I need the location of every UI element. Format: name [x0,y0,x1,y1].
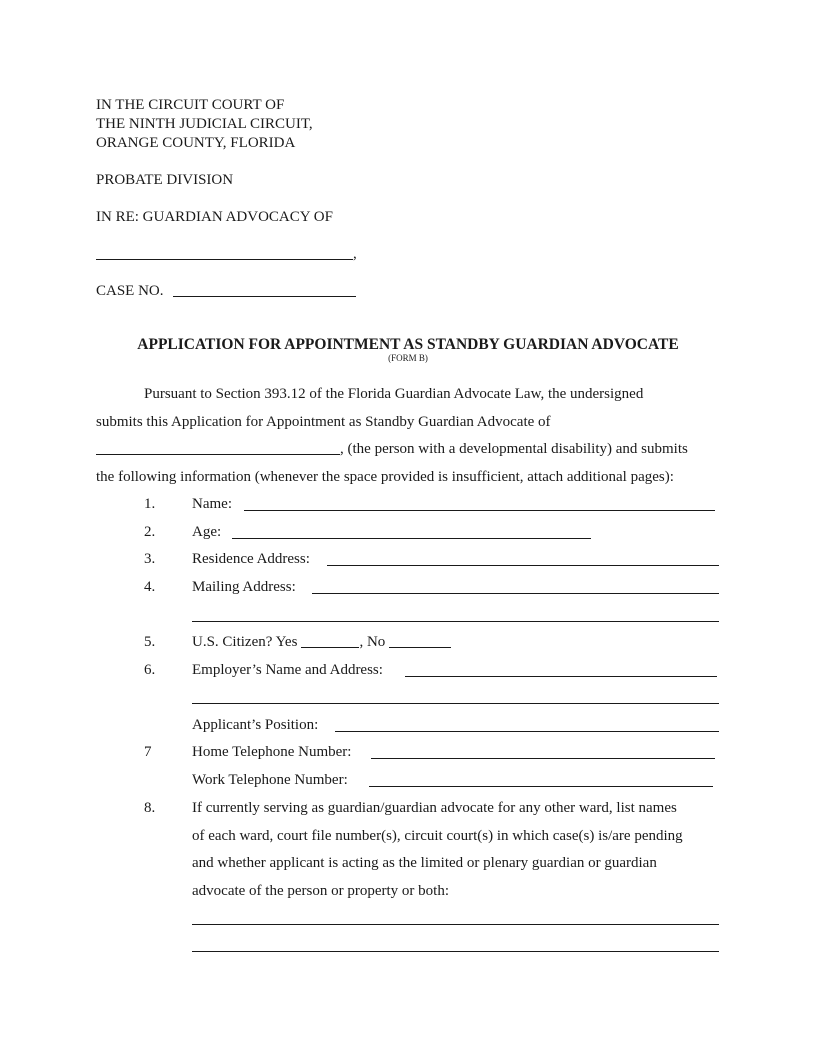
in-re-label: IN RE: GUARDIAN ADVOCACY OF [96,209,333,225]
age-field[interactable] [232,538,591,539]
serving-text-line4: advocate of the person or property or both: [192,883,449,899]
case-no-label: CASE NO. [96,283,164,299]
name-field[interactable] [244,510,715,511]
citizen-no-field[interactable] [389,646,451,648]
employer-field[interactable] [405,676,717,677]
employer-field-line2[interactable] [192,703,719,704]
court-name-line1: IN THE CIRCUIT COURT OF [96,97,285,113]
serving-text-line2: of each ward, court file number(s), circuit court(s) in which case(s) is/are pending [192,828,683,844]
item-number-1: 1. [144,496,156,512]
item-number-8: 8. [144,800,156,816]
work-phone-field[interactable] [369,786,713,787]
serving-text-line1: If currently serving as guardian/guardian advocate for any other ward, list names [192,800,677,816]
us-citizen-no-label: , No [359,634,386,650]
item-number-6: 6. [144,662,156,678]
name-label: Name: [192,496,232,512]
court-name-line3: ORANGE COUNTY, FLORIDA [96,135,296,151]
form-title: APPLICATION FOR APPOINTMENT AS STANDBY GUARDIAN ADVOCATE [137,336,679,353]
mailing-address-field[interactable] [312,593,719,594]
item-number-5: 5. [144,634,156,650]
other-wards-field-line2[interactable] [192,951,719,952]
us-citizen-row [192,633,451,651]
court-name-line2: THE NINTH JUDICIAL CIRCUIT, [96,116,313,132]
disabled-person-field[interactable] [96,454,340,455]
employer-label: Employer’s Name and Address: [192,662,383,678]
home-phone-field[interactable] [371,758,715,759]
case-no-field[interactable] [173,296,356,297]
form-code: (FORM B) [388,353,428,363]
us-citizen-yes-label: U.S. Citizen? Yes [192,634,298,650]
intro-line-1: Pursuant to Section 393.12 of the Florida Guardian Advocate Law, the undersigned [144,386,644,402]
mailing-address-field-line2[interactable] [192,621,719,622]
citizen-yes-field[interactable] [301,646,359,648]
home-phone-label: Home Telephone Number: [192,744,352,760]
age-label: Age: [192,524,222,540]
ward-name-comma: , [353,246,357,262]
other-wards-field-line1[interactable] [192,924,719,925]
item-number-2: 2. [144,524,156,540]
work-phone-label: Work Telephone Number: [192,772,348,788]
intro-line-4: the following information (whenever the space provided is insufficient, attach additional pages): [96,469,674,485]
position-field[interactable] [335,731,719,732]
item-number-4: 4. [144,579,156,595]
item-number-7: 7 [144,744,152,760]
intro-line-2: submits this Application for Appointment as Standby Guardian Advocate of [96,414,551,430]
residence-address-field[interactable] [327,565,719,566]
serving-text-line3: and whether applicant is acting as the limited or plenary guardian or guardian [192,855,657,871]
mailing-address-label: Mailing Address: [192,579,296,595]
residence-address-label: Residence Address: [192,551,310,567]
position-label: Applicant’s Position: [192,717,319,733]
division-label: PROBATE DIVISION [96,172,234,188]
ward-name-field[interactable] [96,259,353,260]
item-number-3: 3. [144,551,156,567]
intro-line-3: , (the person with a developmental disability) and submits [340,441,688,457]
